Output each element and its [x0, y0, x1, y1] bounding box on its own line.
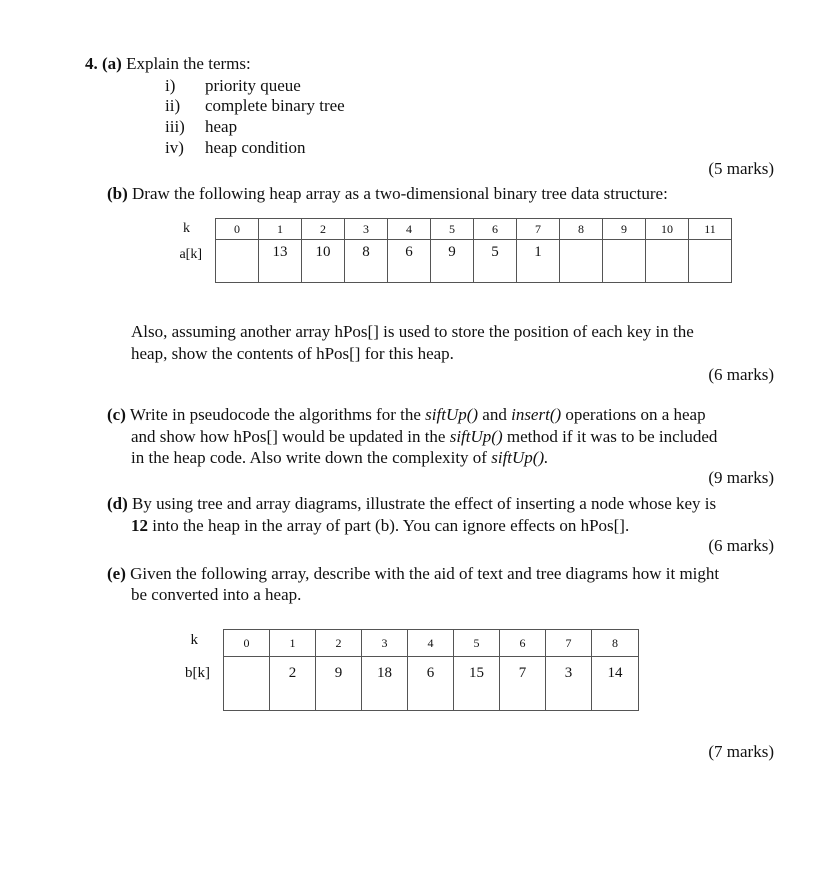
value-cell: 5	[474, 240, 517, 283]
term-item	[165, 117, 465, 138]
index-row	[216, 219, 732, 240]
term-item	[165, 76, 465, 97]
value-cell	[603, 240, 646, 283]
question-header	[85, 54, 251, 74]
value-row	[216, 240, 732, 283]
index-cell: 5	[431, 219, 474, 240]
index-cell: 10	[646, 219, 689, 240]
index-cell: 3	[345, 219, 388, 240]
term-item	[165, 96, 465, 117]
value-cell: 15	[454, 657, 500, 711]
index-cell: 0	[216, 219, 259, 240]
value-cell	[224, 657, 270, 711]
part-e-text: Given the following array, describe with the aid of text and tree diagrams how it might	[130, 564, 720, 583]
value-cell: 10	[302, 240, 345, 283]
table-b-value-label: b[k]	[185, 665, 210, 681]
terms-list	[165, 76, 465, 160]
table-a-value-label: a[k]	[179, 247, 202, 262]
part-c-text: operations on a heap	[561, 405, 706, 424]
value-cell: 18	[362, 657, 408, 711]
siftup-method: siftUp()	[449, 427, 503, 446]
part-d-marks: (6 marks)	[708, 536, 774, 555]
term-number: iv)	[165, 138, 184, 157]
part-d-text: By using tree and array diagrams, illustrate the effect of inserting a node whose key is	[132, 494, 717, 513]
part-e-marks: (7 marks)	[708, 742, 774, 761]
value-cell: 7	[500, 657, 546, 711]
part-b-also-line-1: Also, assuming another array hPos[] is used to store the position of each key in the	[131, 322, 694, 341]
part-b-text: Draw the following heap array as a two-dimensional binary tree data structure:	[132, 184, 668, 203]
index-cell: 2	[316, 630, 362, 657]
part-b-also-line-2: heap, show the contents of hPos[] for this heap.	[131, 344, 454, 363]
value-cell: 14	[592, 657, 639, 711]
index-cell: 7	[546, 630, 592, 657]
index-cell: 0	[224, 630, 270, 657]
value-cell: 6	[388, 240, 431, 283]
part-c-text: Write in pseudocode the algorithms for the	[129, 405, 426, 424]
index-cell: 8	[560, 219, 603, 240]
term-number: i)	[165, 76, 176, 95]
part-d-line-1	[107, 494, 716, 514]
table-b-index-label: k	[190, 632, 198, 648]
value-cell	[646, 240, 689, 283]
part-e-label: (e)	[107, 564, 126, 583]
part-c-text: in the heap code. Also write down the complexity of	[131, 448, 492, 467]
index-cell: 4	[388, 219, 431, 240]
part-b-question	[107, 184, 668, 204]
term-text: heap	[205, 117, 238, 136]
value-cell	[216, 240, 259, 283]
value-cell: 6	[408, 657, 454, 711]
question-number: 4.	[85, 54, 98, 73]
unsorted-array-table	[223, 629, 639, 711]
part-a-marks: (5 marks)	[708, 159, 774, 178]
part-b-marks: (6 marks)	[708, 365, 774, 384]
value-cell: 9	[431, 240, 474, 283]
index-cell: 5	[454, 630, 500, 657]
part-c-label: (c)	[107, 405, 126, 424]
heap-array-table	[215, 218, 732, 283]
part-c-text: method if it was to be included	[502, 427, 718, 446]
term-text: priority queue	[205, 76, 301, 95]
index-row	[224, 630, 639, 657]
term-number: ii)	[165, 96, 181, 115]
value-cell: 13	[259, 240, 302, 283]
term-item	[165, 138, 465, 159]
value-cell: 9	[316, 657, 362, 711]
part-c-line-1	[107, 405, 706, 425]
part-b-label: (b)	[107, 184, 128, 203]
index-cell: 6	[474, 219, 517, 240]
part-d-label: (d)	[107, 494, 128, 513]
value-cell: 1	[517, 240, 560, 283]
value-cell: 8	[345, 240, 388, 283]
index-cell: 6	[500, 630, 546, 657]
insert-method: insert()	[511, 405, 562, 424]
part-a-label: (a)	[102, 54, 122, 73]
index-cell: 4	[408, 630, 454, 657]
index-cell: 9	[603, 219, 646, 240]
part-e-line-1	[107, 564, 719, 584]
term-number: iii)	[165, 117, 185, 136]
part-d-text: into the heap in the array of part (b). You can ignore effects on hPos[].	[148, 516, 630, 535]
term-text: complete binary tree	[205, 96, 345, 115]
insert-key: 12	[131, 516, 148, 535]
table-a-index-label: k	[183, 221, 190, 236]
part-c-text: and	[478, 405, 512, 424]
index-cell: 1	[270, 630, 316, 657]
part-c-line-2	[131, 427, 717, 447]
value-cell: 3	[546, 657, 592, 711]
siftup-method: siftUp().	[491, 448, 549, 467]
value-cell	[689, 240, 732, 283]
index-cell: 2	[302, 219, 345, 240]
part-c-text: and show how hPos[] would be updated in the	[131, 427, 450, 446]
index-cell: 3	[362, 630, 408, 657]
index-cell: 8	[592, 630, 639, 657]
part-e-line-2: be converted into a heap.	[131, 585, 302, 604]
part-c-line-3	[131, 448, 548, 468]
part-d-line-2	[131, 516, 629, 536]
index-cell: 1	[259, 219, 302, 240]
index-cell: 11	[689, 219, 732, 240]
term-text: heap condition	[205, 138, 306, 157]
value-cell	[560, 240, 603, 283]
siftup-method: siftUp()	[425, 405, 479, 424]
value-cell: 2	[270, 657, 316, 711]
value-row	[224, 657, 639, 711]
part-a-intro: Explain the terms:	[126, 54, 251, 73]
part-c-marks: (9 marks)	[708, 468, 774, 487]
index-cell: 7	[517, 219, 560, 240]
